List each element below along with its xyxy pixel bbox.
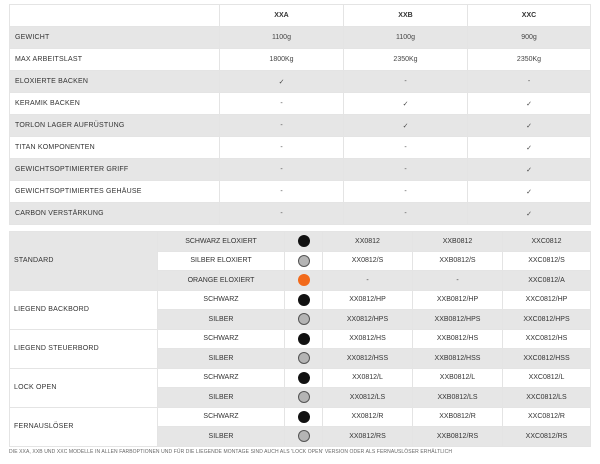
color-name: ORANGE ELOXIERT xyxy=(158,271,285,291)
spec-value: 1100g xyxy=(220,27,344,49)
product-code: XX0812/R xyxy=(323,407,413,427)
silver-swatch-icon xyxy=(298,430,310,442)
spec-row-label: MAX ARBEITSLAST xyxy=(10,49,220,71)
product-code: XX0812/HP xyxy=(323,290,413,310)
color-row xyxy=(10,329,591,349)
spec-table xyxy=(9,4,591,225)
color-name: SILBER xyxy=(158,388,285,408)
group-label: LIEGEND BACKBORD xyxy=(10,290,158,329)
spec-value: 2350Kg xyxy=(468,49,591,71)
color-name: SILBER xyxy=(158,349,285,369)
color-row xyxy=(10,407,591,427)
check-icon: ✓ xyxy=(344,115,468,137)
check-icon: ✓ xyxy=(468,203,591,225)
product-code: XXC0812/R xyxy=(503,407,591,427)
spec-corner-cell xyxy=(10,5,220,27)
group-label: LOCK OPEN xyxy=(10,368,158,407)
color-name: SCHWARZ xyxy=(158,290,285,310)
product-code: XX0812/HSS xyxy=(323,349,413,369)
swatch-cell xyxy=(285,310,323,330)
product-code: XXC0812 xyxy=(503,232,591,252)
product-code: XXC0812/HPS xyxy=(503,310,591,330)
product-code: XXC0812/L xyxy=(503,368,591,388)
product-code: XXB0812/HPS xyxy=(413,310,503,330)
color-row xyxy=(10,232,591,252)
spec-row-label: TITAN KOMPONENTEN xyxy=(10,137,220,159)
swatch-cell xyxy=(285,329,323,349)
check-icon: ✓ xyxy=(468,159,591,181)
spec-value: 900g xyxy=(468,27,591,49)
color-row xyxy=(10,368,591,388)
color-row xyxy=(10,290,591,310)
product-code: XXC0812/HS xyxy=(503,329,591,349)
product-code: XXB0812/HSS xyxy=(413,349,503,369)
black-swatch-icon xyxy=(298,411,310,423)
swatch-cell xyxy=(285,388,323,408)
check-icon: ✓ xyxy=(468,93,591,115)
swatch-cell xyxy=(285,407,323,427)
color-name: SILBER ELOXIERT xyxy=(158,251,285,271)
spec-value: - xyxy=(220,93,344,115)
black-swatch-icon xyxy=(298,333,310,345)
silver-swatch-icon xyxy=(298,313,310,325)
color-name: SCHWARZ xyxy=(158,368,285,388)
silver-swatch-icon xyxy=(298,255,310,267)
swatch-cell xyxy=(285,232,323,252)
spec-row xyxy=(10,27,591,49)
product-code: XX0812/S xyxy=(323,251,413,271)
spec-row-label: GEWICHTSOPTIMIERTER GRIFF xyxy=(10,159,220,181)
product-code: XXC0812/LS xyxy=(503,388,591,408)
spec-column-xxb: XXB xyxy=(344,5,468,27)
spec-row xyxy=(10,181,591,203)
group-label: LIEGEND STEUERBORD xyxy=(10,329,158,368)
spec-value: - xyxy=(344,71,468,93)
product-code: XXB0812 xyxy=(413,232,503,252)
check-icon: ✓ xyxy=(220,71,344,93)
spec-row-label: GEWICHT xyxy=(10,27,220,49)
spec-row-label: CARBON VERSTÄRKUNG xyxy=(10,203,220,225)
product-code: XXB0812/S xyxy=(413,251,503,271)
spec-row-label: ELOXIERTE BACKEN xyxy=(10,71,220,93)
product-code: XX0812/RS xyxy=(323,427,413,447)
spec-value: 1800Kg xyxy=(220,49,344,71)
spec-row xyxy=(10,93,591,115)
check-icon: ✓ xyxy=(468,181,591,203)
spec-value: - xyxy=(344,137,468,159)
product-code: XXB0812/L xyxy=(413,368,503,388)
color-name: SCHWARZ xyxy=(158,407,285,427)
product-code: - xyxy=(323,271,413,291)
color-name: SCHWARZ xyxy=(158,329,285,349)
spec-header-row xyxy=(10,5,591,27)
footnote: DIE XXA, XXB UND XXC MODELLE IN ALLEN FARBOPTIONEN UND FÜR DIE LIEGENDE MONTAGE SIND AUCH ALS 'LOCK OPEN' VERSION ODER ALS FERNAUSLÖSER ERHÄLTLICH xyxy=(9,449,453,455)
product-code: XXB0812/R xyxy=(413,407,503,427)
spec-row xyxy=(10,137,591,159)
product-code: XXC0812/HSS xyxy=(503,349,591,369)
spec-value: - xyxy=(344,159,468,181)
group-label: STANDARD xyxy=(10,232,158,291)
spec-row xyxy=(10,159,591,181)
spec-row xyxy=(10,49,591,71)
swatch-cell xyxy=(285,271,323,291)
color-options-table xyxy=(9,231,591,447)
color-name: SCHWARZ ELOXIERT xyxy=(158,232,285,252)
spec-row-label: KERAMIK BACKEN xyxy=(10,93,220,115)
swatch-cell xyxy=(285,290,323,310)
check-icon: ✓ xyxy=(468,137,591,159)
spec-value: - xyxy=(344,181,468,203)
check-icon: ✓ xyxy=(344,93,468,115)
product-code: XX0812 xyxy=(323,232,413,252)
product-code: XXB0812/RS xyxy=(413,427,503,447)
product-code: XX0812/HS xyxy=(323,329,413,349)
spec-value: - xyxy=(344,203,468,225)
spec-row xyxy=(10,203,591,225)
spec-row-label: TORLON LAGER AUFRÜSTUNG xyxy=(10,115,220,137)
spec-row xyxy=(10,71,591,93)
product-code: XX0812/LS xyxy=(323,388,413,408)
color-name: SILBER xyxy=(158,310,285,330)
spec-value: - xyxy=(220,137,344,159)
spec-value: - xyxy=(220,159,344,181)
silver-swatch-icon xyxy=(298,391,310,403)
product-code: XXC0812/A xyxy=(503,271,591,291)
group-label: FERNAUSLÖSER xyxy=(10,407,158,446)
spec-value: 1100g xyxy=(344,27,468,49)
silver-swatch-icon xyxy=(298,352,310,364)
spec-column-xxc: XXC xyxy=(468,5,591,27)
product-code: XXB0812/LS xyxy=(413,388,503,408)
check-icon: ✓ xyxy=(468,115,591,137)
product-code: XXC0812/RS xyxy=(503,427,591,447)
spec-value: - xyxy=(220,203,344,225)
color-name: SILBER xyxy=(158,427,285,447)
product-code: XXC0812/HP xyxy=(503,290,591,310)
product-code: XX0812/L xyxy=(323,368,413,388)
product-code: XXB0812/HS xyxy=(413,329,503,349)
spec-value: 2350Kg xyxy=(344,49,468,71)
product-code: - xyxy=(413,271,503,291)
spec-value: - xyxy=(220,115,344,137)
spec-value: - xyxy=(220,181,344,203)
spec-column-xxa: XXA xyxy=(220,5,344,27)
swatch-cell xyxy=(285,368,323,388)
product-code: XXC0812/S xyxy=(503,251,591,271)
black-swatch-icon xyxy=(298,372,310,384)
product-code: XX0812/HPS xyxy=(323,310,413,330)
product-code: XXB0812/HP xyxy=(413,290,503,310)
spec-row-label: GEWICHTSOPTIMIERTES GEHÄUSE xyxy=(10,181,220,203)
spec-row xyxy=(10,115,591,137)
swatch-cell xyxy=(285,251,323,271)
black-swatch-icon xyxy=(298,235,310,247)
black-swatch-icon xyxy=(298,294,310,306)
swatch-cell xyxy=(285,349,323,369)
swatch-cell xyxy=(285,427,323,447)
orange-swatch-icon xyxy=(298,274,310,286)
spec-value: - xyxy=(468,71,591,93)
